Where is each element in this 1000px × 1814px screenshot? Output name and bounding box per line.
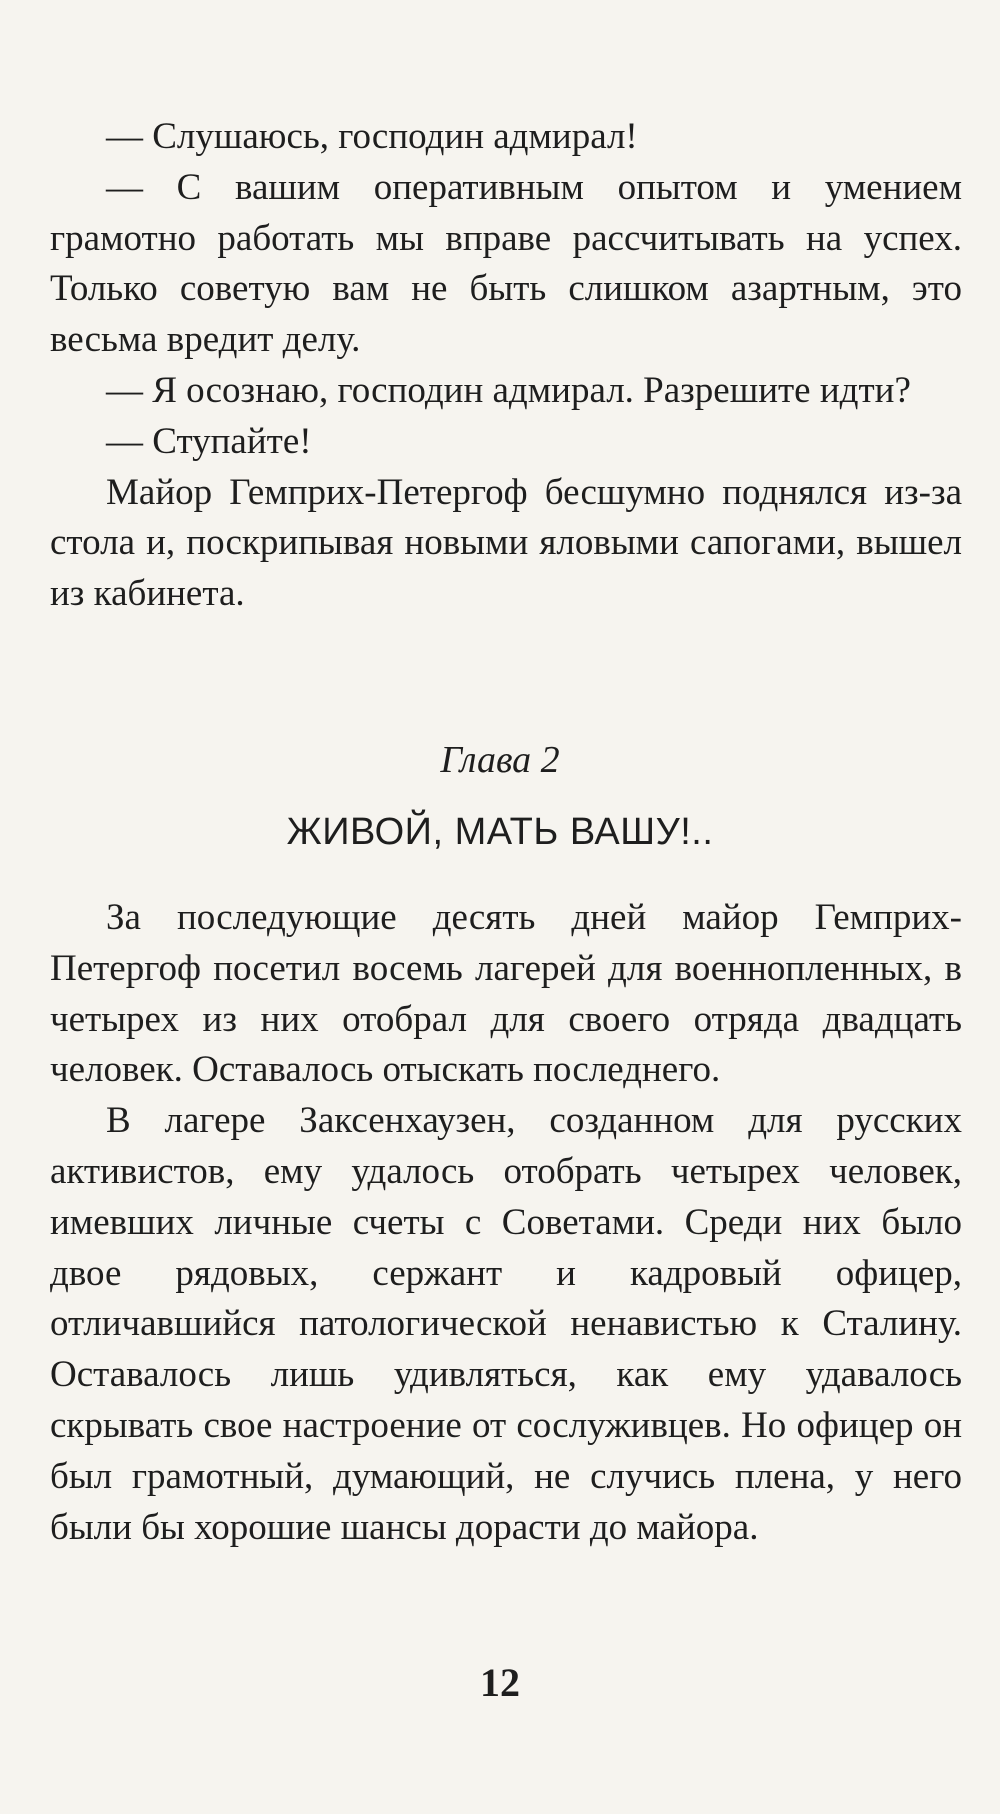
paragraph: — С вашим оперативным опытом и умением грамотно работать мы вправе рассчитывать на успех. Только советую вам не быть слишком азартным, это весьма вредит делу.	[50, 166, 962, 361]
paragraph: За последующие десять дней майор Гемприх-Петергоф посетил восемь лагерей для военнопленных, в четырех из них отобрал для своего отряда двадцать человек. Оставалось отыскать последнего.	[50, 897, 962, 1091]
paragraph: — Я осознаю, господин адмирал. Разрешите идти?	[106, 369, 911, 411]
paragraph: — Слушаюсь, господин адмирал!	[106, 116, 638, 157]
paragraph: В лагере Заксенхаузен, созданном для русских активистов, ему удалось отобрать четырех человек, имевших личные счеты с Советами. Среди них было двое рядовых, сержант и кадровый офицер, отличавшийся патологической ненавистью к Сталину. Оставалось лишь удивляться, как ему удавалось скрывать свое настроение от сослуживцев. Но офицер он был грамотный, думающий, не случись плена, у него были бы хорошие шансы дорасти до майора.	[50, 1100, 962, 1548]
paragraph: Майор Гемприх-Петергоф бесшумно поднялся из-за стола и, поскрипывая новыми яловыми сапогами, вышел из кабинета.	[50, 471, 962, 615]
text-block-upper	[50, 112, 962, 620]
chapter-title: ЖИВОЙ, МАТЬ ВАШУ!..	[286, 811, 714, 853]
paragraph: — Ступайте!	[106, 420, 312, 462]
text-block-lower	[50, 893, 962, 1553]
chapter-label: Глава 2	[440, 739, 560, 781]
page-number: 12	[480, 1660, 520, 1705]
